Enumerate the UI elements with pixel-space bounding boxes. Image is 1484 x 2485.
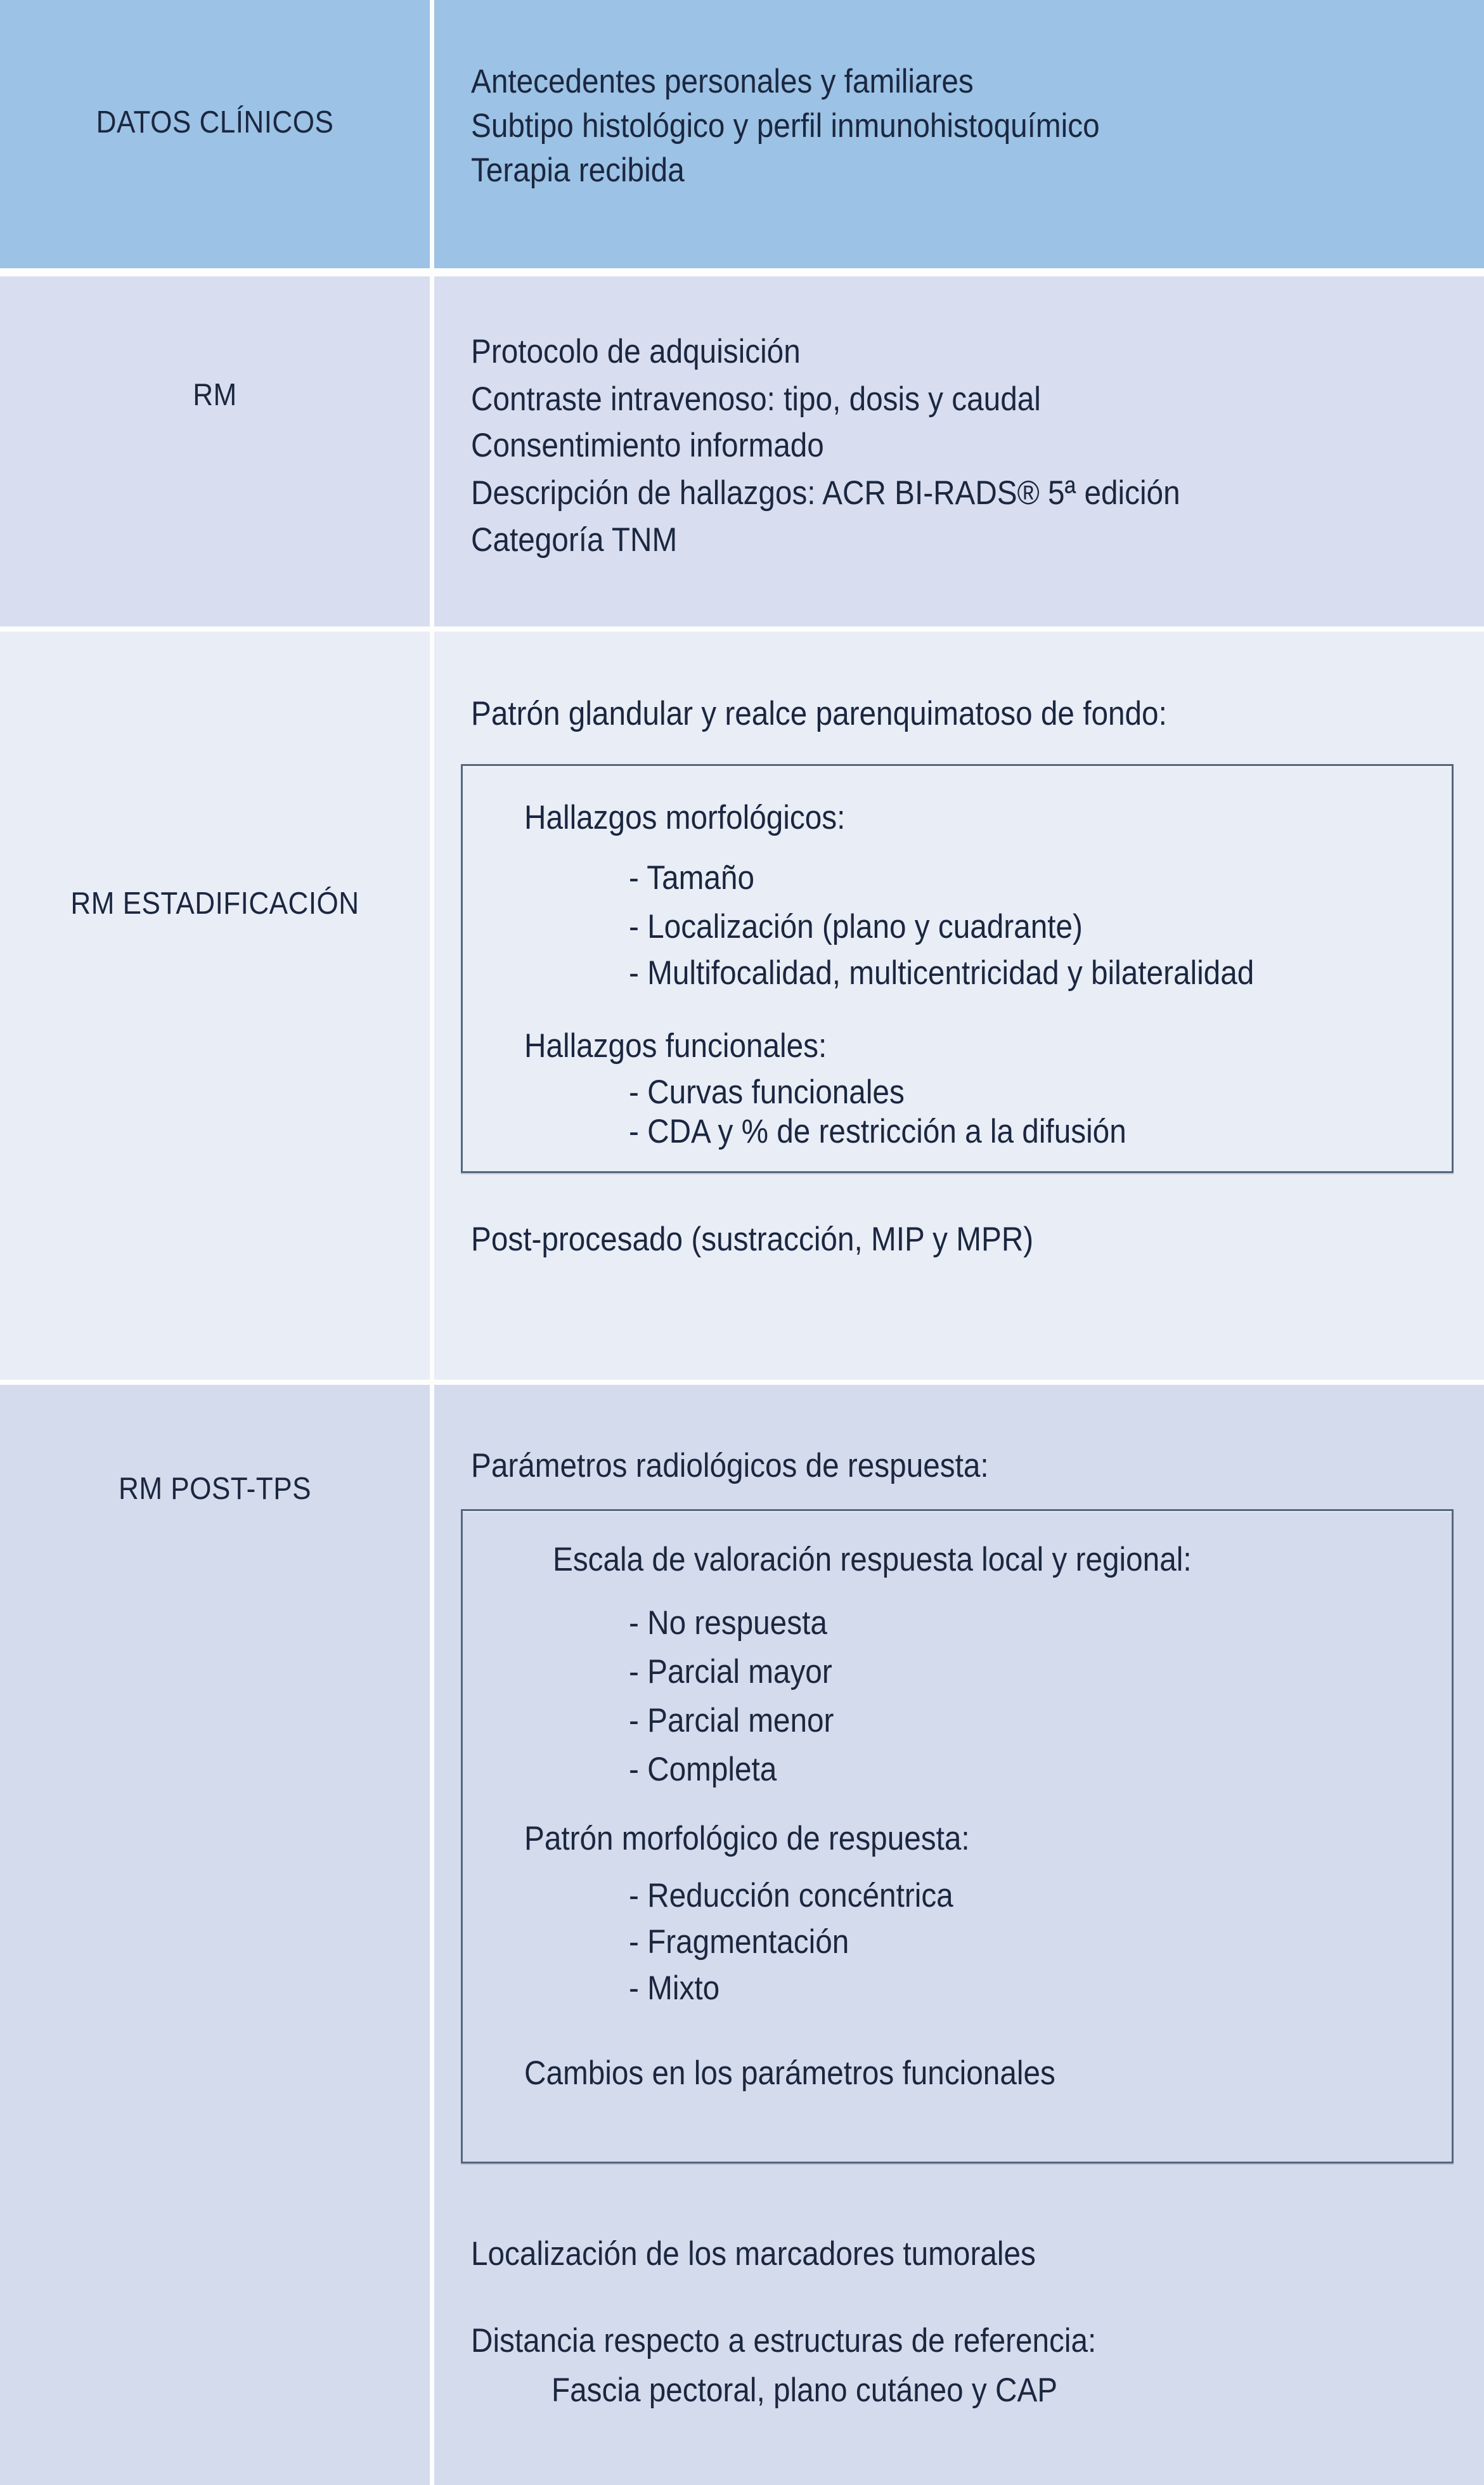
content-line: Antecedentes personales y familiares	[471, 63, 974, 100]
content-line: Consentimiento informado	[471, 427, 824, 464]
table-row-rm-estadificacion	[0, 632, 1484, 1380]
table-row-rm-post-tps	[0, 1385, 1484, 2485]
table-row-rm	[0, 276, 1484, 626]
row-content-cell	[434, 1385, 1484, 2485]
content-line: Descripción de hallazgos: ACR BI-RADS® 5ª edición	[471, 474, 1180, 512]
outro-line: Post-procesado (sustracción, MIP y MPR)	[471, 1221, 1034, 1258]
box-item: - No respuesta	[629, 1604, 827, 1642]
markers-line: Localización de los marcadores tumorales	[471, 2235, 1036, 2273]
row-content-cell	[434, 632, 1484, 1380]
box-item: - Parcial menor	[629, 1702, 834, 1739]
box-item: - Multifocalidad, multicentricidad y bilateralidad	[629, 954, 1255, 992]
row-content-cell	[434, 0, 1484, 268]
content-line: Contraste intravenoso: tipo, dosis y caudal	[471, 380, 1041, 418]
content-line: Protocolo de adquisición	[471, 333, 801, 370]
distance-detail-line: Fascia pectoral, plano cutáneo y CAP	[552, 2371, 1058, 2409]
distance-heading-line: Distancia respecto a estructuras de referencia:	[471, 2322, 1097, 2359]
content-line: Categoría TNM	[471, 521, 678, 559]
box-section-heading: Hallazgos funcionales:	[524, 1027, 827, 1065]
box-section-heading: Hallazgos morfológicos:	[524, 799, 846, 836]
findings-box	[461, 764, 1454, 1173]
row-header-cell	[0, 0, 430, 268]
box-item: - Mixto	[629, 1969, 720, 2007]
content-line: Terapia recibida	[471, 152, 685, 189]
row-header-label: RM	[193, 378, 237, 412]
box-footer-line: Cambios en los parámetros funcionales	[524, 2054, 1055, 2092]
row-content-cell	[434, 276, 1484, 626]
row-header-cell	[0, 632, 430, 1380]
box-item: - Completa	[629, 1751, 777, 1788]
box-item: - Curvas funcionales	[629, 1074, 905, 1111]
row-header-cell	[0, 276, 430, 626]
response-box	[461, 1509, 1454, 2164]
box-item: - Reducción concéntrica	[629, 1877, 953, 1914]
box-item: - CDA y % de restricción a la difusión	[629, 1113, 1126, 1150]
row-header-cell	[0, 1385, 430, 2485]
row-header-label: RM POST-TPS	[119, 1472, 311, 1506]
table-row-datos-clinicos	[0, 0, 1484, 268]
row-header-label: RM ESTADIFICACIÓN	[70, 886, 359, 921]
box-item: - Parcial mayor	[629, 1653, 832, 1690]
box-item: - Localización (plano y cuadrante)	[629, 908, 1083, 945]
box-section-heading: Escala de valoración respuesta local y regional:	[553, 1541, 1192, 1578]
content-line: Subtipo histológico y perfil inmunohistoquímico	[471, 107, 1100, 145]
intro-line: Patrón glandular y realce parenquimatoso de fondo:	[471, 695, 1167, 732]
box-item: - Tamaño	[629, 859, 754, 897]
box-section-heading: Patrón morfológico de respuesta:	[524, 1820, 970, 1857]
row-header-label: DATOS CLÍNICOS	[96, 105, 334, 139]
intro-line: Parámetros radiológicos de respuesta:	[471, 1447, 989, 1484]
box-item: - Fragmentación	[629, 1923, 849, 1961]
